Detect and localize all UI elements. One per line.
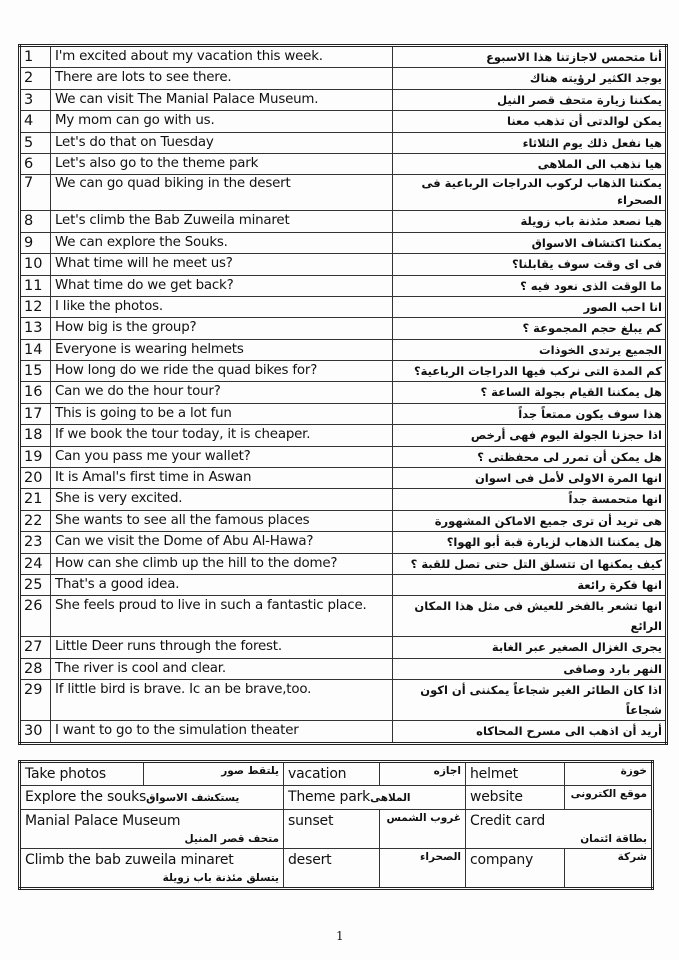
sentence-arabic: هل يمكننا القيام بجولة الساعة ؟ [393, 382, 667, 403]
sentence-row [20, 296, 667, 317]
sentence-english: What time will he meet us? [51, 254, 393, 275]
sentence-number: 25 [20, 574, 51, 595]
sentence-english: Can we do the hour tour? [51, 382, 393, 403]
vocab-en-theme-park: Theme park [288, 789, 371, 805]
sentence-row [20, 339, 667, 360]
vocab-ar-vacation: اجازه [380, 762, 466, 786]
sentence-english: Let's also go to the theme park [51, 153, 393, 174]
sentence-arabic: هل يمكننا الذهاب لزيارة قبة أبو الهوا؟ [393, 532, 667, 553]
sentence-arabic: أريد أن اذهب الى مسرح المحاكاه [393, 721, 667, 743]
sentence-number: 5 [20, 132, 51, 153]
sentence-row [20, 382, 667, 403]
sentence-arabic: يمكننا الذهاب لركوب الدراجات الرباعية فى الصحراء [393, 175, 667, 211]
sentence-number: 14 [20, 339, 51, 360]
vocab-row [20, 810, 653, 849]
sentence-english: I want to go to the simulation theater [51, 721, 393, 743]
sentence-english: Everyone is wearing helmets [51, 339, 393, 360]
sentence-arabic: كم المدة التى نركب فيها الدراجات الرباعية؟ [393, 361, 667, 382]
sentence-english: We can visit The Manial Palace Museum. [51, 89, 393, 110]
sentence-english: Can you pass me your wallet? [51, 446, 393, 467]
vocab-ar-helmet: خوزة [565, 762, 653, 786]
vocabulary-table [18, 760, 654, 890]
vocab-en-vacation: vacation [284, 762, 380, 786]
vocab-ar-sunset: غروب الشمس [380, 810, 466, 849]
vocab-en-desert: desert [284, 849, 380, 889]
sentence-english: We can explore the Souks. [51, 232, 393, 253]
sentence-number: 21 [20, 489, 51, 510]
sentence-number: 13 [20, 318, 51, 339]
sentence-arabic: انا احب الصور [393, 296, 667, 317]
sentence-english: Little Deer runs through the forest. [51, 637, 393, 658]
vocab-row [20, 786, 653, 810]
sentence-number: 1 [20, 46, 51, 68]
sentence-row [20, 510, 667, 531]
sentence-row [20, 275, 667, 296]
sentence-english: That's a good idea. [51, 574, 393, 595]
sentence-row [20, 489, 667, 510]
vocab-en-take-photos: Take photos [20, 762, 144, 786]
sentence-number: 26 [20, 596, 51, 637]
vocab-ar-explore-souks: يستكشف الاسواق [146, 792, 240, 804]
sentence-arabic: يوجد الكثير لرؤيته هناك [393, 68, 667, 89]
sentence-row [20, 658, 667, 679]
vocab-en-manial: Manial Palace Museum [25, 813, 181, 829]
vocab-ar-manial: متحف قصر المنيل [184, 833, 279, 845]
sentence-arabic: يمكننا اكتشاف الاسواق [393, 232, 667, 253]
sentence-row [20, 425, 667, 446]
sentence-arabic: كيف يمكنها ان تتسلق التل حتى تصل للقبة ؟ [393, 553, 667, 574]
vocab-en-explore-souks: Explore the souks [25, 789, 147, 805]
sentence-number: 9 [20, 232, 51, 253]
sentence-english: Can we visit the Dome of Abu Al-Hawa? [51, 532, 393, 553]
sentence-english: She is very excited. [51, 489, 393, 510]
vocab-en-climb-bab: Climb the bab zuweila minaret [25, 852, 234, 868]
vocab-cell-manial [20, 810, 284, 849]
sentence-english: The river is cool and clear. [51, 658, 393, 679]
vocab-row [20, 762, 653, 786]
sentence-number: 6 [20, 153, 51, 174]
sentence-number: 8 [20, 211, 51, 232]
sentences-table [18, 44, 668, 745]
sentence-row [20, 111, 667, 132]
sentence-arabic: انها المرة الاولى لأمل فى اسوان [393, 468, 667, 489]
sentence-row [20, 318, 667, 339]
sentence-row [20, 532, 667, 553]
sentence-arabic: فى اى وقت سوف يقابلنا؟ [393, 254, 667, 275]
sentence-number: 27 [20, 637, 51, 658]
sentence-number: 3 [20, 89, 51, 110]
vocab-cell-climb-bab [20, 849, 284, 889]
sentence-number: 20 [20, 468, 51, 489]
sentence-row [20, 132, 667, 153]
sentence-row [20, 68, 667, 89]
vocab-ar-company: شركة [565, 849, 653, 889]
sentence-arabic: انها تشعر بالفخر للعيش فى مثل هذا المكان الرائع [393, 596, 667, 637]
page-number: 1 [336, 929, 344, 943]
sentence-number: 23 [20, 532, 51, 553]
sentence-arabic: انها متحمسة جداً [393, 489, 667, 510]
sentence-english: It is Amal's first time in Aswan [51, 468, 393, 489]
sentence-row [20, 596, 667, 637]
sentence-english: There are lots to see there. [51, 68, 393, 89]
sentence-english: This is going to be a lot fun [51, 403, 393, 424]
vocab-en-helmet: helmet [466, 762, 565, 786]
sentence-number: 19 [20, 446, 51, 467]
sentence-english: How long do we ride the quad bikes for? [51, 361, 393, 382]
vocab-en-company: company [466, 849, 565, 889]
sentence-english: How can she climb up the hill to the dome? [51, 553, 393, 574]
sentence-number: 15 [20, 361, 51, 382]
vocab-ar-theme-park: الملاهى [370, 792, 411, 804]
sentence-arabic: اذا كان الطائر الغير شجاعاً يمكننى أن اكون شجاعاً [393, 680, 667, 721]
sentence-arabic: أنا متحمس لاجازتنا هذا الاسبوع [393, 46, 667, 68]
sentence-arabic: انها فكرة رائعة [393, 574, 667, 595]
vocab-en-credit-card: Credit card [470, 813, 546, 829]
vocab-cell-credit-card [466, 810, 653, 849]
sentence-arabic: هذا سوف يكون ممتعاً جداً [393, 403, 667, 424]
sentence-number: 10 [20, 254, 51, 275]
sentence-number: 29 [20, 680, 51, 721]
vocab-ar-credit-card: بطاقة ائتمان [580, 833, 647, 845]
sentence-arabic: يجرى الغزال الصغير عبر الغابة [393, 637, 667, 658]
vocab-cell-explore-souks [20, 786, 284, 810]
sentence-row [20, 721, 667, 743]
sentence-english: My mom can go with us. [51, 111, 393, 132]
sentence-english: She wants to see all the famous places [51, 510, 393, 531]
sentence-english: How big is the group? [51, 318, 393, 339]
sentence-row [20, 89, 667, 110]
sentence-arabic: هيا نصعد مئذنة باب زويلة [393, 211, 667, 232]
sentence-number: 22 [20, 510, 51, 531]
sentence-english: Let's do that on Tuesday [51, 132, 393, 153]
sentence-row [20, 637, 667, 658]
vocab-ar-website: موقع الكترونى [565, 786, 653, 810]
sentence-row [20, 403, 667, 424]
sentence-number: 30 [20, 721, 51, 743]
sentence-number: 11 [20, 275, 51, 296]
sentence-arabic: يمكن لوالدتى أن تذهب معنا [393, 111, 667, 132]
sentence-row [20, 680, 667, 721]
sentence-row [20, 175, 667, 211]
sentence-arabic: هيا نذهب الى الملاهى [393, 153, 667, 174]
sentence-row [20, 254, 667, 275]
sentence-english: If little bird is brave. Ic an be brave,too. [51, 680, 393, 721]
sentence-number: 7 [20, 175, 51, 211]
sentence-arabic: هى تريد أن ترى جميع الاماكن المشهورة [393, 510, 667, 531]
sentence-row [20, 553, 667, 574]
sentence-row [20, 574, 667, 595]
sentence-number: 18 [20, 425, 51, 446]
sentence-english: I'm excited about my vacation this week. [51, 46, 393, 68]
sentence-number: 4 [20, 111, 51, 132]
sentence-arabic: هيا نفعل ذلك يوم الثلاثاء [393, 132, 667, 153]
sentence-row [20, 361, 667, 382]
sentence-row [20, 46, 667, 68]
sentence-row [20, 211, 667, 232]
sentence-english: I like the photos. [51, 296, 393, 317]
sentence-number: 16 [20, 382, 51, 403]
sentence-number: 17 [20, 403, 51, 424]
vocab-en-website: website [466, 786, 565, 810]
vocab-ar-desert: الصحراء [380, 849, 466, 889]
sentence-arabic: هل يمكن أن تمرر لى محفظتى ؟ [393, 446, 667, 467]
sentence-english: She feels proud to live in such a fantastic place. [51, 596, 393, 637]
sentence-arabic: النهر بارد وصافى [393, 658, 667, 679]
sentence-english: If we book the tour today, it is cheaper. [51, 425, 393, 446]
sentence-arabic: ما الوقت الذى نعود فيه ؟ [393, 275, 667, 296]
sentence-row [20, 468, 667, 489]
vocab-cell-theme-park [284, 786, 466, 810]
vocab-ar-take-photos: يلتقط صور [144, 762, 284, 786]
sentence-number: 24 [20, 553, 51, 574]
sentence-row [20, 446, 667, 467]
vocab-row [20, 849, 653, 889]
sentence-english: Let's climb the Bab Zuweila minaret [51, 211, 393, 232]
sentence-english: What time do we get back? [51, 275, 393, 296]
sentence-row [20, 153, 667, 174]
sentence-number: 12 [20, 296, 51, 317]
vocab-ar-climb-bab: يتسلق مئذنة باب زويلة [162, 872, 279, 884]
sentence-number: 28 [20, 658, 51, 679]
sentence-row [20, 232, 667, 253]
sentence-english: We can go quad biking in the desert [51, 175, 393, 211]
sentence-number: 2 [20, 68, 51, 89]
sentence-arabic: الجميع يرتدى الخوذات [393, 339, 667, 360]
sentence-arabic: يمكننا زيارة متحف قصر النيل [393, 89, 667, 110]
sentence-arabic: كم يبلغ حجم المجموعة ؟ [393, 318, 667, 339]
sentence-arabic: اذا حجزنا الجولة اليوم فهى أرخص [393, 425, 667, 446]
vocab-en-sunset: sunset [284, 810, 380, 849]
